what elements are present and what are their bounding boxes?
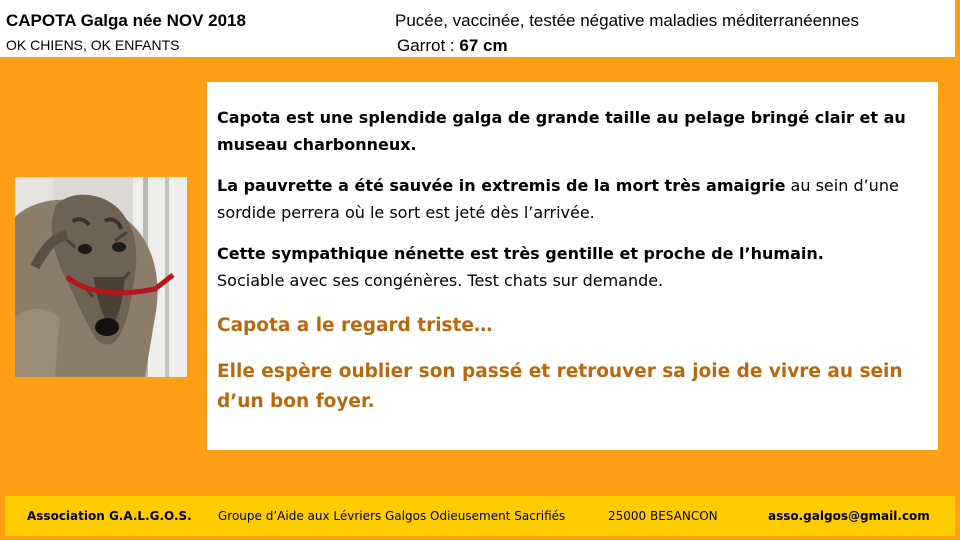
- footer-email[interactable]: asso.galgos@gmail.com: [768, 509, 930, 523]
- description-rescue: [217, 172, 917, 226]
- description-hope: Elle espère oublier son passé et retrouver sa joie de vivre au sein d’un bon foyer.: [217, 361, 903, 412]
- dog-photo: [15, 177, 187, 377]
- footer-banner: [5, 496, 955, 536]
- footer-association: Association G.A.L.G.O.S.: [27, 509, 192, 523]
- description-sad-look: Capota a le regard triste…: [217, 315, 493, 336]
- temperament-rest: Sociable avec ses congénères. Test chats sur demande.: [217, 271, 664, 290]
- garrot-label: Garrot :: [397, 36, 460, 55]
- description-intro: Capota est une splendide galga de grande taille au pelage bringé clair et au museau charbonneux.: [217, 108, 906, 154]
- header-banner: [0, 0, 955, 57]
- temperament-bold: Cette sympathique nénette est très gentille et proche de l’humain.: [217, 244, 824, 263]
- footer-city: 25000 BESANCON: [608, 509, 718, 523]
- dog-health-status: Pucée, vaccinée, testée négative maladies méditerranéennes: [395, 11, 860, 30]
- rescue-bold: La pauvrette a été sauvée in extremis de la mort très amaigrie: [217, 176, 786, 195]
- garrot-value: 67 cm: [459, 36, 508, 55]
- footer-group-name: Groupe d’Aide aux Lévriers Galgos Odieusement Sacrifiés: [218, 509, 566, 523]
- description-temperament: [217, 240, 917, 294]
- dog-compatibility: OK CHIENS, OK ENFANTS: [6, 37, 180, 53]
- description-card: [207, 82, 938, 450]
- dog-photo-illustration: [15, 177, 187, 377]
- rescue-rest: au sein d’une sordide perrera où le sort est jeté dès l’arrivée.: [217, 176, 899, 222]
- dog-height: [397, 36, 508, 56]
- dog-title: CAPOTA Galga née NOV 2018: [6, 11, 246, 30]
